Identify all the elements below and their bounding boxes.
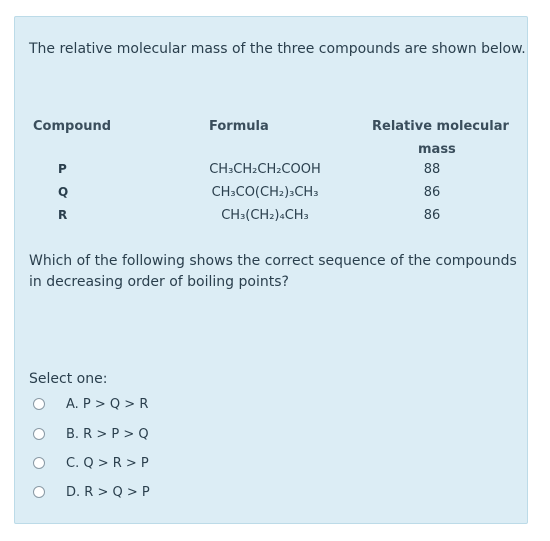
mass-r: 86 [423, 208, 441, 223]
radio-button[interactable] [33, 428, 45, 440]
formula-p: CH₃CH₂CH₂COOH [209, 162, 321, 177]
compound-q: Q [58, 185, 69, 199]
formula-r: CH₃(CH₂)₄CH₃ [221, 208, 309, 223]
option-c[interactable] [33, 453, 149, 473]
radio-button[interactable] [33, 486, 45, 498]
mass-p: 88 [423, 162, 441, 177]
option-a[interactable] [33, 394, 148, 414]
header-compound: Compound [33, 119, 112, 134]
compound-p: P [58, 162, 67, 176]
header-relative-molecular: Relative molecular [372, 119, 509, 134]
option-label: C. Q > R > P [66, 455, 149, 471]
mass-q: 86 [423, 185, 441, 200]
select-one-label: Select one: [29, 371, 108, 387]
question-prompt: Which of the following shows the correct sequence of the compounds in decreasing order of boiling points? [29, 253, 517, 290]
question-panel [14, 16, 528, 524]
radio-button[interactable] [33, 398, 45, 410]
option-label: A. P > Q > R [66, 396, 149, 412]
option-d[interactable] [33, 482, 150, 502]
question-intro: The relative molecular mass of the three compounds are shown below. [29, 41, 526, 57]
header-formula: Formula [209, 119, 269, 134]
option-b[interactable] [33, 424, 149, 444]
option-label: B. R > P > Q [66, 426, 149, 442]
radio-button[interactable] [33, 457, 45, 469]
option-label: D. R > Q > P [66, 484, 150, 500]
compound-r: R [58, 208, 68, 222]
header-mass: mass [418, 142, 456, 157]
formula-q: CH₃CO(CH₂)₃CH₃ [211, 185, 319, 200]
